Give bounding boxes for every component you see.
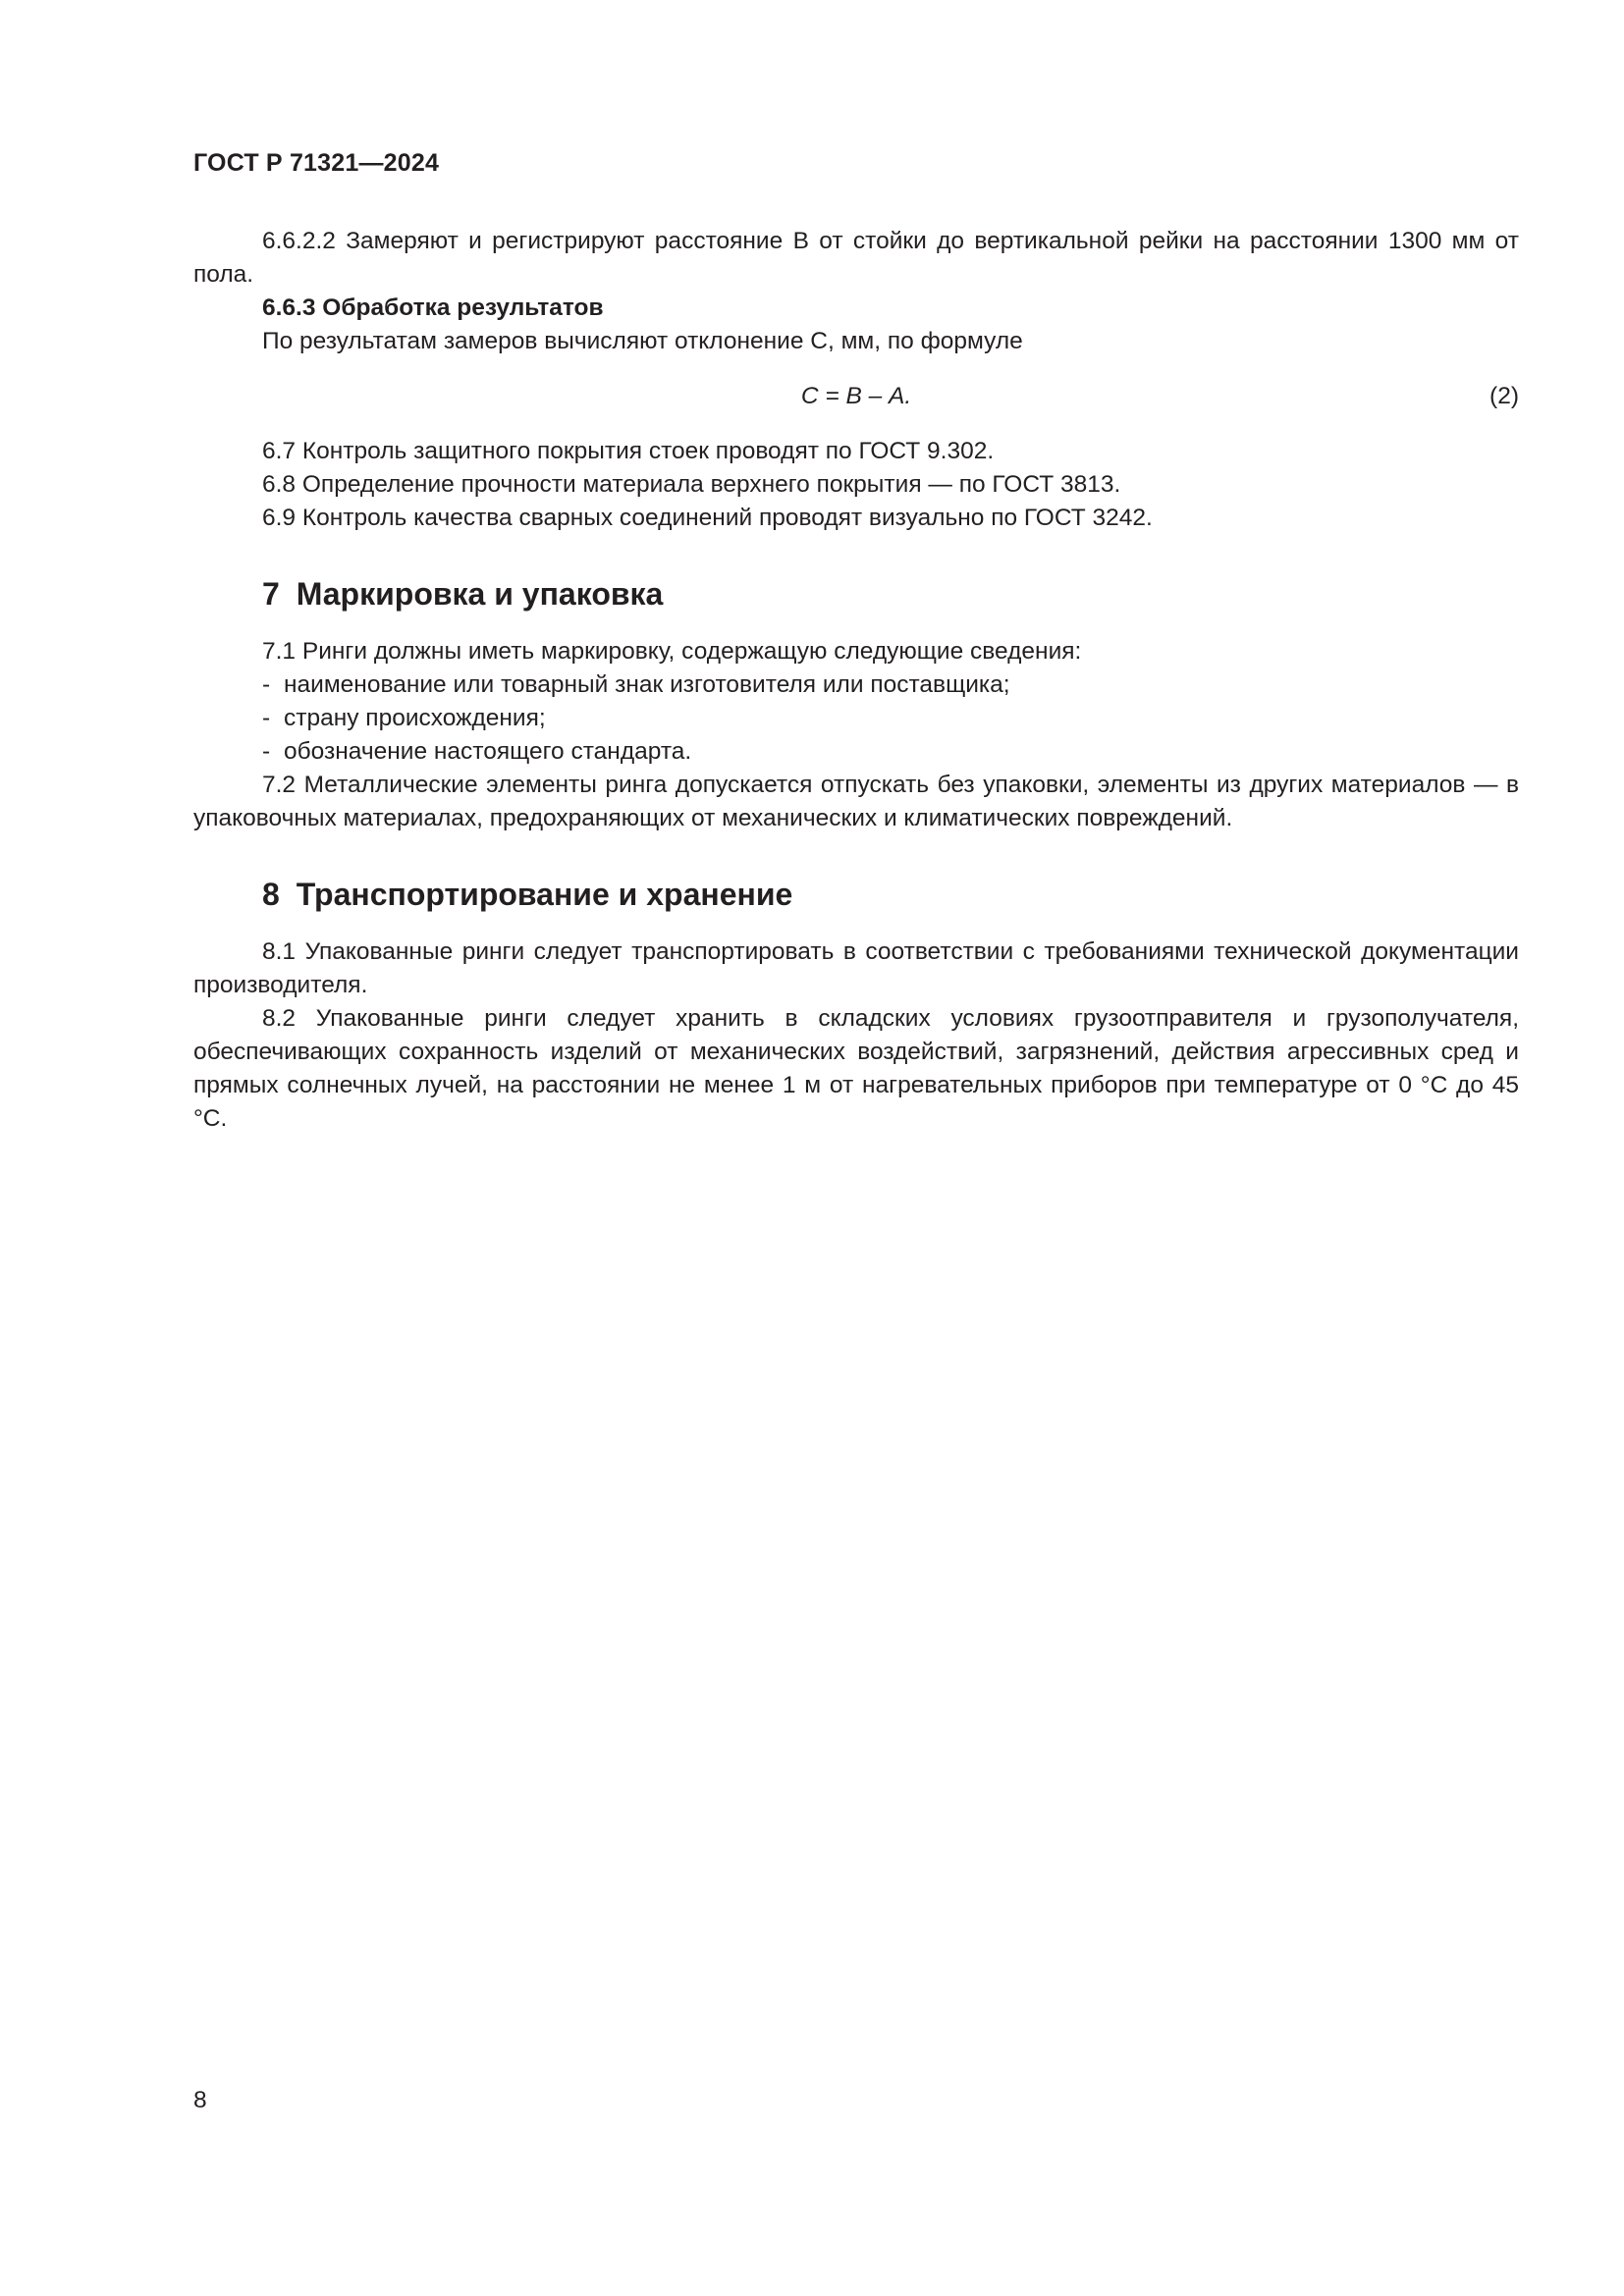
document-body (193, 225, 1519, 1136)
formula-number: (2) (1489, 383, 1519, 409)
section-8-number: 8 (262, 877, 280, 912)
list-item: - страну происхождения; (193, 702, 1519, 735)
list-item: - наименование или товарный знак изготовителя или поставщика; (193, 668, 1519, 702)
list-marker: - (262, 738, 271, 765)
section-8-heading (193, 875, 1519, 914)
formula-row (193, 380, 1519, 413)
paragraph-6-9: 6.9 Контроль качества сварных соединений проводят визуально по ГОСТ 3242. (262, 505, 1153, 531)
paragraph-7-1: 7.1 Ринги должны иметь маркировку, содержащую следующие сведения: (262, 638, 1082, 665)
document-header: ГОСТ Р 71321—2024 (193, 149, 440, 177)
paragraph-6-7: 6.7 Контроль защитного покрытия стоек проводят по ГОСТ 9.302. (262, 438, 995, 464)
paragraph-7-2: 7.2 Металлические элементы ринга допускается отпускать без упаковки, элементы из других материалов — в упаковочных материалах, предохраняющих от механических и климатических повреждений. (193, 772, 1519, 831)
paragraph-6-6-3-text: По результатам замеров вычисляют отклонение С, мм, по формуле (262, 328, 1023, 354)
section-7-number: 7 (262, 576, 280, 612)
paragraph-8-1: 8.1 Упакованные ринги следует транспортировать в соответствии с требованиями технической документации производителя. (193, 938, 1519, 998)
paragraph-6-8: 6.8 Определение прочности материала верхнего покрытия — по ГОСТ 3813. (262, 471, 1121, 498)
section-8-title: Транспортирование и хранение (296, 877, 793, 912)
list-marker: - (262, 671, 271, 698)
paragraph-6-6-2-2: 6.6.2.2 Замеряют и регистрируют расстояние В от стойки до вертикальной рейки на расстоянии 1300 мм от пола. (193, 228, 1519, 288)
section-7-heading (193, 574, 1519, 614)
formula-expression: С = В – А. (800, 383, 912, 409)
section-7-title: Маркировка и упаковка (296, 576, 664, 612)
subheading-6-6-3: 6.6.3 Обработка результатов (262, 294, 604, 321)
list-item: - обозначение настоящего стандарта. (193, 735, 1519, 769)
paragraph-8-2: 8.2 Упакованные ринги следует хранить в складских условиях грузоотправителя и грузополучателя, обеспечивающих сохранность изделий от механических воздействий, загрязнений, действия агрессивных сред и прямых солнечных лучей, на расстоянии не менее 1 м от нагревательных приборов при температуре от 0 °С до 45 °С. (193, 1005, 1519, 1132)
page-number: 8 (193, 2087, 207, 2113)
list-marker: - (262, 705, 271, 731)
